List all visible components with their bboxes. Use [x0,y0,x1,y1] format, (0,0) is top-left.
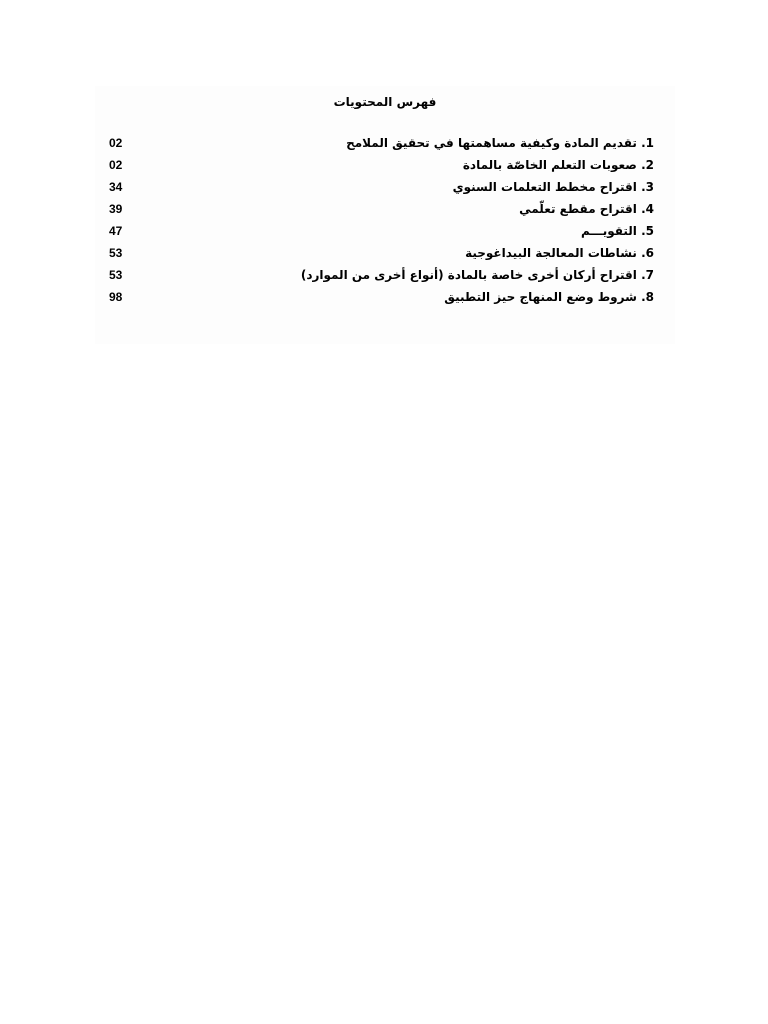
document-page [95,86,675,344]
toc-page-number: 34 [109,180,123,194]
toc-page-number: 98 [109,290,123,304]
toc-entry-3[interactable] [109,176,654,198]
toc-entry-5[interactable] [109,220,654,242]
toc-entry-label: 3. اقتراح مخطط التعلمات السنوي [452,180,654,194]
toc-entry-label: 6. نشاطات المعالجة البيداغوجية [465,246,654,260]
toc-entry-6[interactable] [109,242,654,264]
toc-entry-label: 1. تقديم المادة وكيفية مساهمتها في تحقيق الملامح [346,136,654,150]
toc-entry-label: 4. اقتراح مقطع تعلّمي [519,202,654,216]
toc-entry-label: 2. صعوبات التعلم الخاصّة بالمادة [462,158,654,172]
toc-list [109,132,654,308]
toc-page-number: 02 [109,158,123,172]
toc-entry-label: 8. شروط وضع المنهاج حيز التطبيق [444,290,654,304]
toc-page-number: 39 [109,202,123,216]
toc-entry-label: 7. اقتراح أركان أخرى خاصة بالمادة (أنواع أخرى من الموارد) [300,268,654,282]
toc-page-number: 02 [109,136,123,150]
toc-title: فهرس المحتويات [333,95,437,109]
toc-entry-1[interactable] [109,132,654,154]
toc-entry-8[interactable] [109,286,654,308]
toc-page-number: 47 [109,224,123,238]
toc-entry-7[interactable] [109,264,654,286]
toc-page-number: 53 [109,246,123,260]
toc-entry-label: 5. التقويـــم [581,224,654,238]
toc-page-number: 53 [109,268,123,282]
toc-entry-4[interactable] [109,198,654,220]
toc-entry-2[interactable] [109,154,654,176]
